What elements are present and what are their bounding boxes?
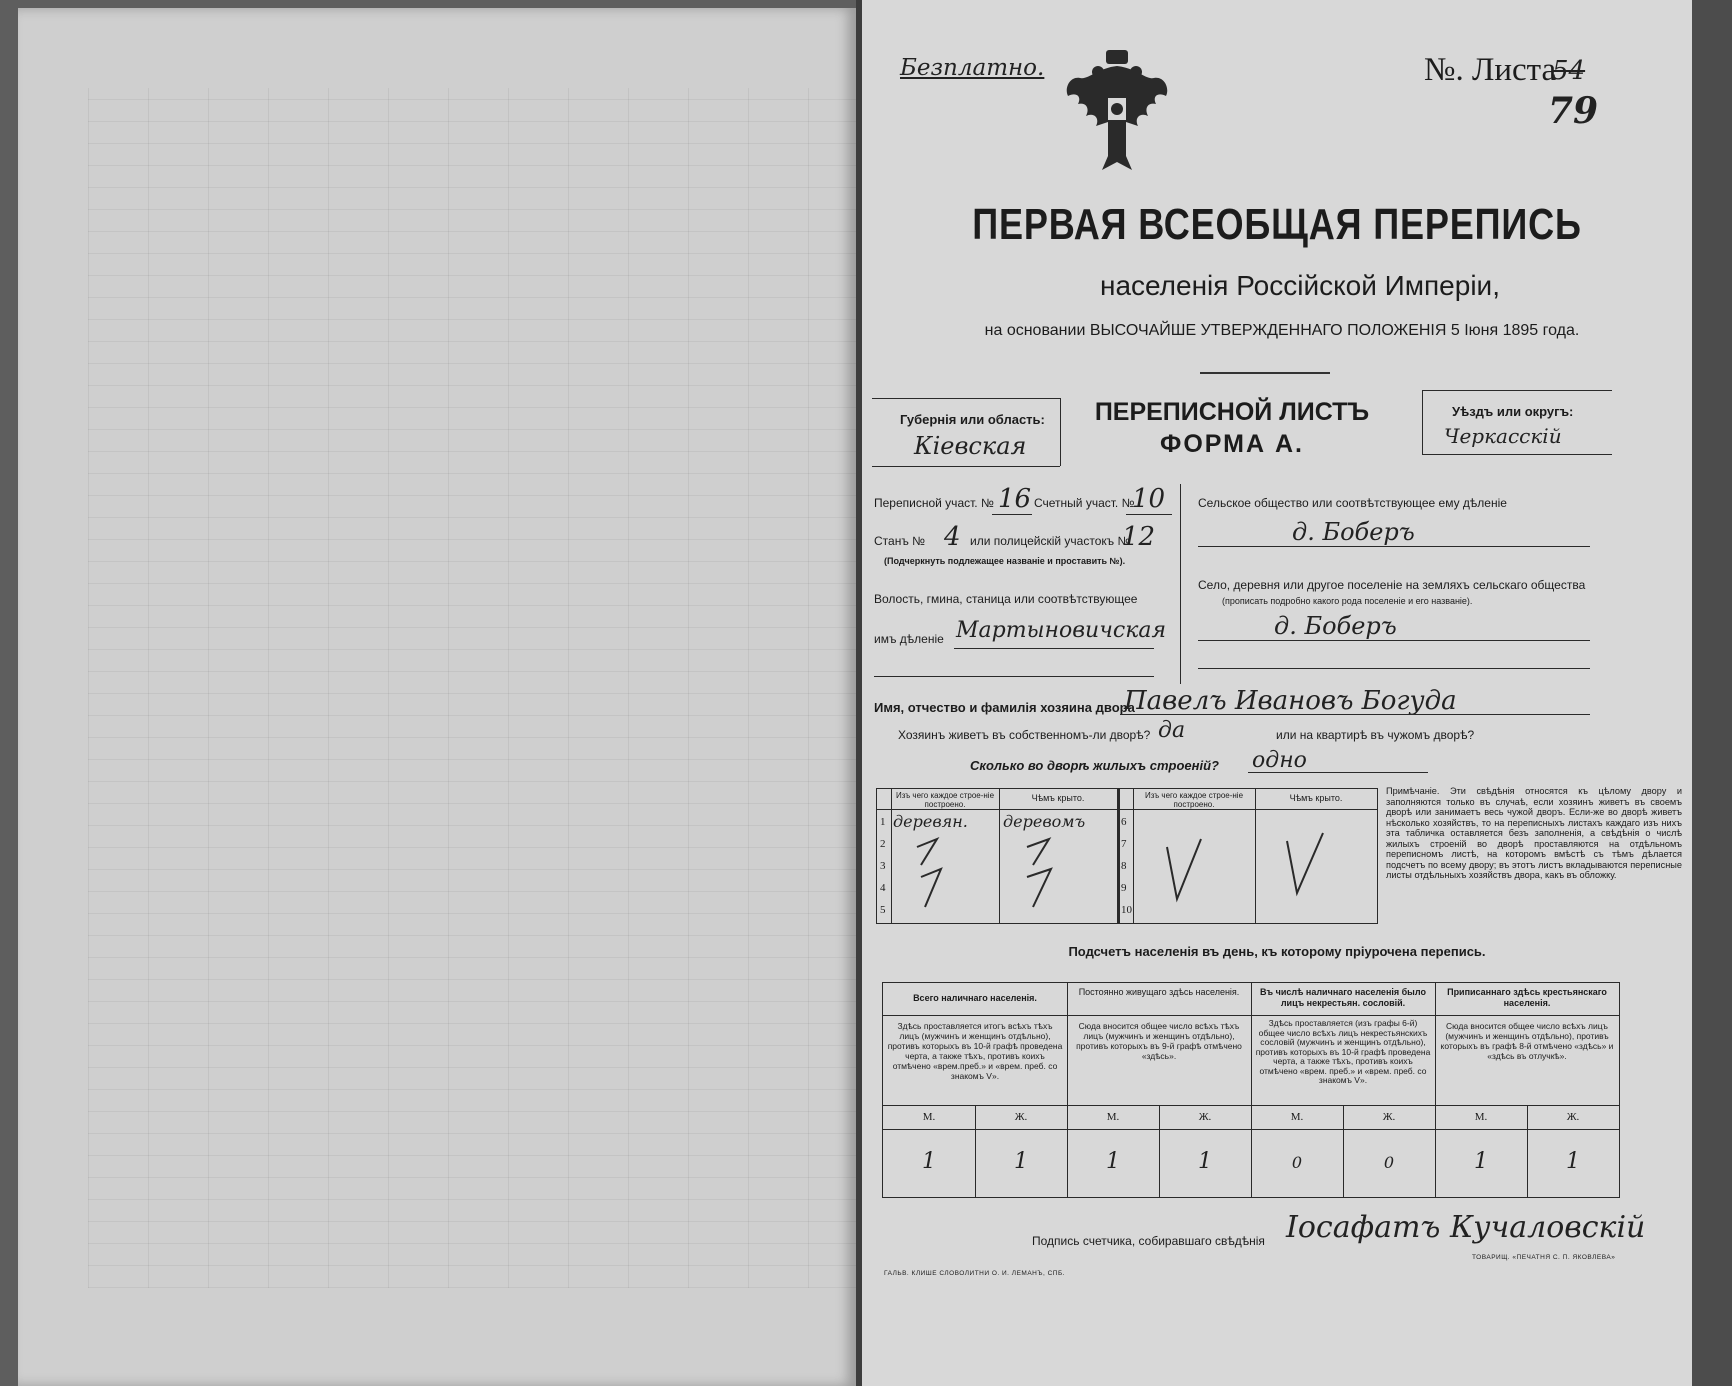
- buildings-note: Примѣчаніе. Эти свѣдѣнія относятся къ цѣлому двору и заполняются только въ случаѣ, если хозяинъ живетъ въ своемъ дворѣ или занимаетъ весь чужой дворъ. Если-же во дворѣ живетъ нѣсколько хозяйствъ, то на переписныхъ листахъ каждаго изъ нихъ эта табличка оставляется безъ заполненія, а свѣдѣнія о числѣ жилыхъ строеній во дворѣ проставляются на отдѣльномъ переписномъ листѣ, на которомъ вмѣстѣ съ тѣмъ дѣлается подсчетъ по всему двору; въ этотъ листъ вкладываются переписные листы отдѣльныхъ хозяйствъ двора, какъ въ обложку.: [1386, 786, 1682, 880]
- printer-left: ГАЛЬВ. КЛИШЕ СЛОВОЛИТНИ О. И. ЛЕМАНЪ, СПБ.: [884, 1270, 1066, 1277]
- counting-district-label: Счетный участ. №: [1034, 496, 1135, 510]
- left-page: [18, 8, 856, 1386]
- table-row: 5: [880, 904, 886, 916]
- col3-f-label: Ж.: [1382, 1111, 1396, 1123]
- sheet-number-label: №. Листа: [1424, 52, 1557, 88]
- col1-m-value: 1: [922, 1149, 936, 1174]
- table-row: 1 деревян. деревомъ: [880, 812, 1086, 831]
- ornament-divider: [1200, 372, 1330, 374]
- province-value: Кіевская: [914, 432, 1027, 460]
- strike-marks: [877, 789, 1377, 923]
- volost-label-2: имъ дѣленіе: [874, 632, 944, 646]
- owner-value: Павелъ Ивановъ Богуда: [1124, 686, 1457, 716]
- col4-m-label: М.: [1474, 1111, 1488, 1123]
- table-row: 6: [1121, 816, 1127, 828]
- col3-m-label: М.: [1290, 1111, 1304, 1123]
- count-title: Подсчетъ населенія въ день, къ которому пріурочена перепись.: [1068, 944, 1486, 959]
- village-label: Село, деревня или другое поселеніе на земляхъ сельскаго общества: [1198, 578, 1586, 592]
- count-col1-head: Всего наличнаго населенія.: [913, 993, 1037, 1003]
- table-row: 2: [880, 838, 886, 850]
- police-district-value: 12: [1122, 522, 1156, 552]
- counting-district-value: 10: [1132, 484, 1166, 514]
- population-count-table: [882, 982, 1620, 1198]
- table-row: 3: [880, 860, 886, 872]
- census-district-value: 16: [998, 484, 1032, 514]
- rented-label: или на квартирѣ въ чужомъ дворѣ?: [1276, 728, 1475, 742]
- volost-value: Мартыновичская: [956, 618, 1167, 643]
- col2-m-value: 1: [1106, 1149, 1120, 1174]
- table-row: 9: [1121, 882, 1127, 894]
- count-col1-desc: Здѣсь проставляется итогъ всѣхъ тѣхъ лицъ (мужчинъ и женщинъ отдѣльно), противъ которыхъ въ 10-й графѣ проведена черта, а также тѣхъ, противъ коихъ отмѣчено «врем.преб.» и «врем. преб. со знакомъ V».: [887, 1021, 1063, 1081]
- col-roof-left: Чѣмъ крыто.: [1031, 793, 1085, 803]
- form-subtitle: ФОРМА А.: [1160, 430, 1304, 458]
- col2-f-label: Ж.: [1198, 1111, 1212, 1123]
- col-material-left: Изъ чего каждое строе-ніе построено.: [895, 791, 995, 809]
- free-label: Безплатно.: [900, 55, 1045, 81]
- signature-value: Іосафатъ Кучаловскій: [1286, 1210, 1646, 1245]
- left-page-faded-grid: [88, 88, 868, 1288]
- stan-note: (Подчеркнуть подлежащее названіе и проставить №).: [884, 556, 1126, 566]
- col4-f-value: 1: [1566, 1149, 1580, 1174]
- count-col3-desc: Здѣсь проставляется (изъ графы 6-й) общее число всѣхъ лицъ некрестьянскихъ сословій (мужчинъ и женщинъ отдѣльно), противъ которыхъ въ 10-й графѣ проведена черта, а также тѣхъ, противъ коихъ отмѣчено «врем. преб.» и «врем. преб. со знакомъ V».: [1255, 1018, 1431, 1085]
- signature-label: Подпись счетчика, собиравшаго свѣдѣнія: [1032, 1234, 1265, 1248]
- col4-f-label: Ж.: [1566, 1111, 1580, 1123]
- stan-value: 4: [944, 522, 961, 552]
- census-district-label: Переписной участ. №: [874, 496, 994, 510]
- form-title: ПЕРЕПИСНОЙ ЛИСТЪ: [1094, 398, 1370, 426]
- buildings-label: Сколько во дворѣ жилыхъ строеній?: [970, 758, 1219, 773]
- table-row: 10: [1121, 904, 1132, 916]
- col3-f-value: 0: [1383, 1153, 1395, 1172]
- count-col2-head: Постоянно живущаго здѣсь населенія.: [1078, 987, 1240, 997]
- count-col4-desc: Сюда вносится общее число всѣхъ лицъ (мужчинъ и женщинъ отдѣльно), противъ которыхъ въ графѣ 8-й отмѣчено «здѣсь» и «здѣсь въ отлучкѣ».: [1440, 1021, 1614, 1061]
- society-label: Сельское общество или соотвѣтствующее ему дѣленіе: [1198, 496, 1507, 510]
- col4-m-value: 1: [1474, 1149, 1488, 1174]
- census-title: ПЕРВАЯ ВСЕОБЩАЯ ПЕРЕПИСЬ: [972, 200, 1582, 249]
- col3-m-value: 0: [1291, 1153, 1303, 1172]
- table-row: 4: [880, 882, 886, 894]
- col1-f-value: 1: [1014, 1149, 1028, 1174]
- col-material-right: Изъ чего каждое строе-ніе построено.: [1144, 791, 1244, 809]
- district-label: Уѣздъ или округъ:: [1452, 404, 1574, 419]
- province-label: Губернія или область:: [900, 412, 1045, 427]
- own-yard-label: Хозяинъ живетъ въ собственномъ-ли дворѣ?: [898, 728, 1151, 742]
- village-value: д. Боберъ: [1274, 612, 1397, 640]
- buildings-table: [876, 788, 1378, 924]
- police-district-label: или полицейскій участокъ №: [970, 534, 1131, 548]
- count-col4-head: Приписаннаго здѣсь крестьянскаго населенія.: [1447, 987, 1607, 1008]
- col2-f-value: 1: [1198, 1149, 1212, 1174]
- sheet-number-corrected: 79: [1548, 90, 1599, 132]
- col1-f-label: Ж.: [1014, 1111, 1028, 1123]
- col1-m-label: М.: [922, 1111, 936, 1123]
- stan-label: Станъ №: [874, 534, 926, 548]
- printer-right: ТОВАРИЩ. «ПЕЧАТНЯ С. П. ЯКОВЛЕВА»: [1472, 1254, 1616, 1261]
- census-subtitle: населенія Россійской Имперіи,: [1100, 270, 1500, 301]
- col-roof-right: Чѣмъ крыто.: [1289, 793, 1343, 803]
- imperial-eagle-emblem: [1058, 48, 1176, 180]
- table-row: 8: [1121, 860, 1127, 872]
- village-note: (прописать подробно какого рода поселеніе и его названіе).: [1222, 596, 1473, 606]
- table-row: 7: [1121, 838, 1127, 850]
- society-value: д. Боберъ: [1292, 518, 1415, 546]
- census-basis: на основании ВЫСОЧАЙШЕ УТВЕРЖДЕННАГО ПОЛОЖЕНІЯ 5 Іюня 1895 года.: [984, 322, 1580, 339]
- volost-label: Волость, гмина, станица или соотвѣтствующее: [874, 592, 1138, 606]
- count-col3-head: Въ числѣ наличнаго населенія было лицъ некрестьян. сословій.: [1260, 987, 1426, 1008]
- census-form-page: [862, 0, 1692, 1386]
- own-yard-value: да: [1158, 718, 1186, 743]
- owner-label: Имя, отчество и фамилія хозяина двора: [874, 700, 1135, 715]
- district-value: Черкасскій: [1444, 424, 1562, 448]
- count-col2-desc: Сюда вносится общее число всѣхъ тѣхъ лицъ (мужчинъ и женщинъ отдѣльно), противъ которыхъ въ 9-й графѣ отмѣчено «здѣсь».: [1076, 1021, 1242, 1061]
- buildings-value: одно: [1252, 748, 1307, 773]
- page-stack-edge: [1692, 0, 1732, 1386]
- col2-m-label: М.: [1106, 1111, 1120, 1123]
- sheet-number-value: 54: [1552, 56, 1586, 86]
